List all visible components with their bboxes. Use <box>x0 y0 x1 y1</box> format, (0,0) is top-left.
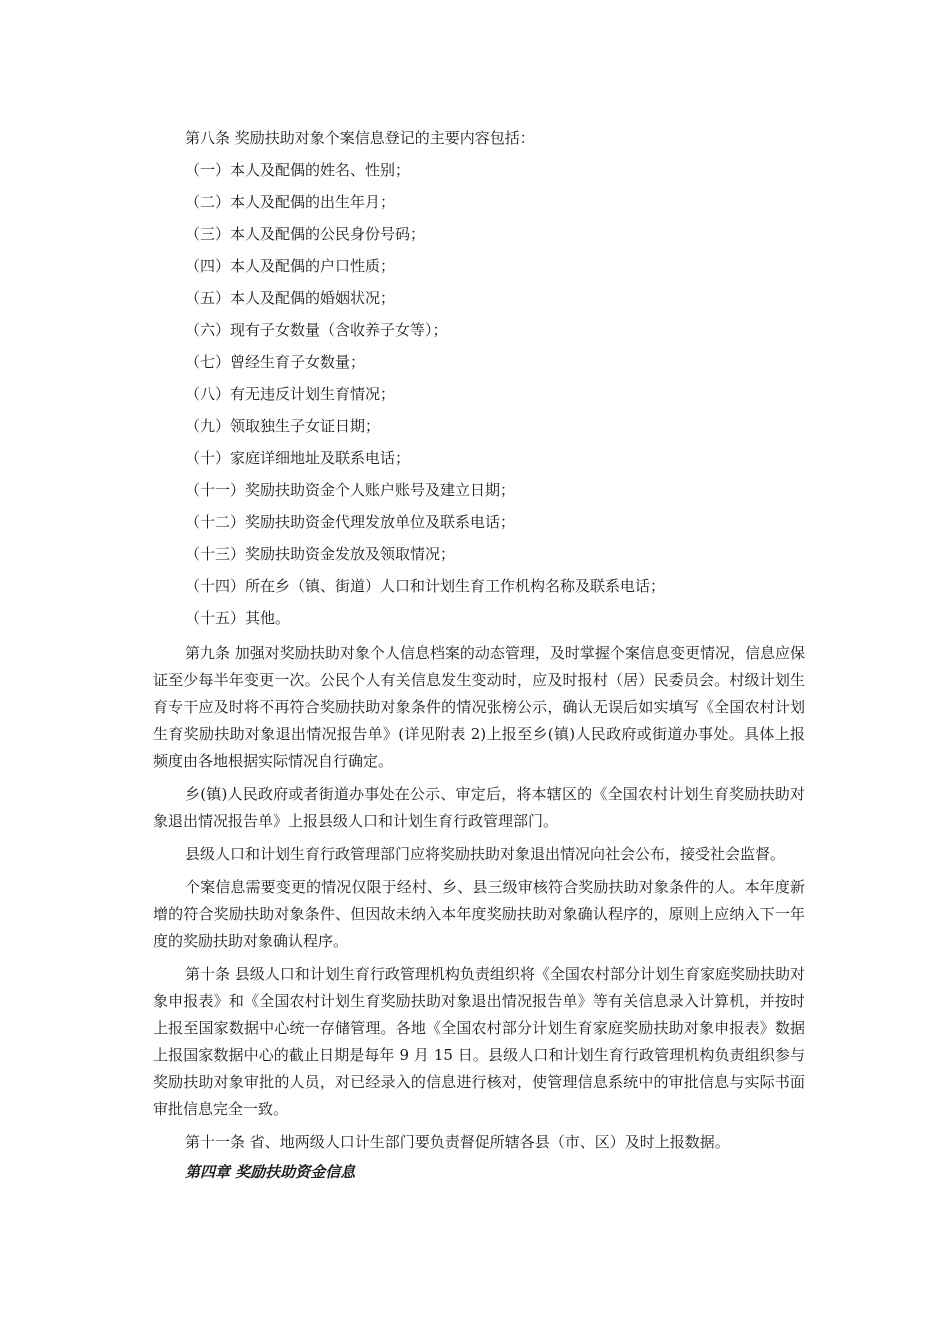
article-8-item: （三）本人及配偶的公民身份号码； <box>185 225 426 243</box>
article-8-item: （九）领取独生子女证日期； <box>185 417 381 435</box>
article-8-heading: 第八条 奖励扶助对象个案信息登记的主要内容包括： <box>185 129 535 147</box>
article-8-item: （十四）所在乡（镇、街道）人口和计划生育工作机构名称及联系电话； <box>185 577 666 595</box>
article-8-item: （十五）其他。 <box>185 609 291 627</box>
article-11-paragraph: 第十一条 省、地两级人口计生部门要负责督促所辖各县（市、区）及时上报数据。 <box>185 1133 730 1151</box>
article-8-item: （二）本人及配偶的出生年月； <box>185 193 396 211</box>
article-8-item: （十三）奖励扶助资金发放及领取情况； <box>185 545 456 563</box>
article-8-item: （六）现有子女数量（含收养子女等）； <box>185 321 448 339</box>
article-8-item: （十）家庭详细地址及联系电话； <box>185 449 411 467</box>
document-body <box>153 122 805 1188</box>
article-8-item: （一）本人及配偶的姓名、性别； <box>185 161 411 179</box>
article-8-item: （四）本人及配偶的户口性质； <box>185 257 396 275</box>
article-9-paragraph: 第九条 加强对奖励扶助对象个人信息档案的动态管理，及时掌握个案信息变更情况，信息应保证至少每半年变更一次。公民个人有关信息发生变动时，应及时报村（居）民委员会。村级计划生育专干应及时将不再符合奖励扶助对象条件的情况张榜公示，确认无误后如实填写《全国农村计划生育奖励扶助对象退出情况报告单》(详见附表 2)上报至乡(镇)人民政府或街道办事处。具体上报频度由各地根据实际情况自行确定。 <box>153 644 805 770</box>
article-8-item: （十一）奖励扶助资金个人账户账号及建立日期； <box>185 481 516 499</box>
article-8-item: （十二）奖励扶助资金代理发放单位及联系电话； <box>185 513 516 531</box>
case-change-paragraph: 个案信息需要变更的情况仅限于经村、乡、县三级审核符合奖励扶助对象条件的人。本年度新增的符合奖励扶助对象条件、但因故未纳入本年度奖励扶助对象确认程序的，原则上应纳入下一年度的奖励扶助对象确认程序。 <box>153 878 805 950</box>
article-10-paragraph: 第十条 县级人口和计划生育行政管理机构负责组织将《全国农村部分计划生育家庭奖励扶助对象申报表》和《全国农村计划生育奖励扶助对象退出情况报告单》等有关信息录入计算机，并按时上报至国家数据中心统一存储管理。各地《全国农村部分计划生育家庭奖励扶助对象申报表》数据上报国家数据中心的截止日期是每年 9 月 15 日。县级人口和计划生育行政管理机构负责组织参与奖励扶助对象审批的人员，对已经录入的信息进行核对，使管理信息系统中的审批信息与实际书面审批信息完全一致。 <box>153 965 805 1118</box>
article-8-item: （七）曾经生育子女数量； <box>185 353 366 371</box>
township-report-paragraph: 乡(镇)人民政府或者街道办事处在公示、审定后，将本辖区的《全国农村计划生育奖励扶助对象退出情况报告单》上报县级人口和计划生育行政管理部门。 <box>153 785 805 830</box>
county-publish-paragraph: 县级人口和计划生育行政管理部门应将奖励扶助对象退出情况向社会公布，接受社会监督。 <box>185 845 786 863</box>
chapter-4-heading: 第四章 奖励扶助资金信息 <box>185 1163 356 1181</box>
article-8-item: （八）有无违反计划生育情况； <box>185 385 396 403</box>
article-8-item: （五）本人及配偶的婚姻状况； <box>185 289 396 307</box>
